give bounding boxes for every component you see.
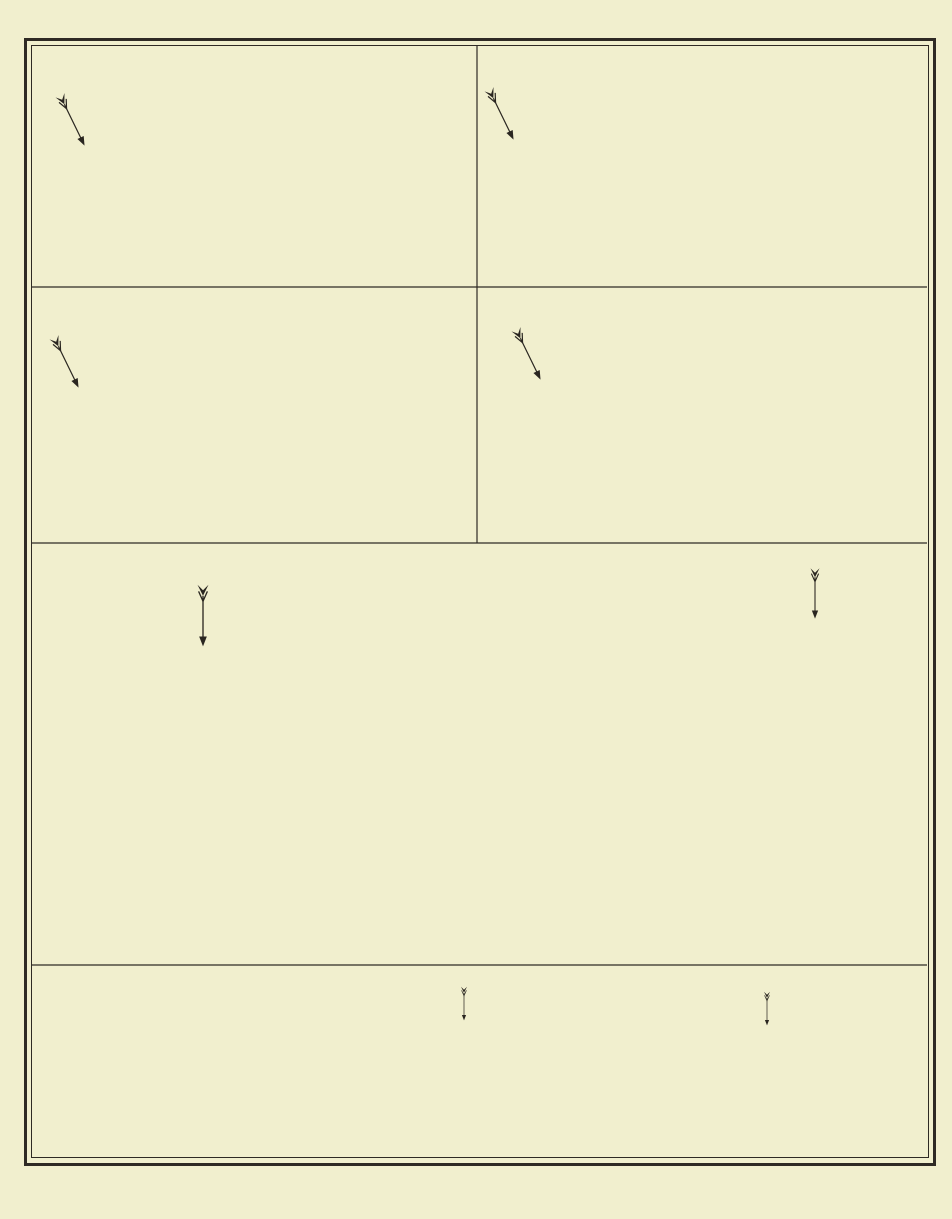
wind-arrow-fig68-icon	[511, 327, 545, 382]
panel-dividers	[31, 45, 927, 965]
wind-arrow-fig65-icon	[55, 93, 89, 148]
wind-arrow-fig66-icon	[484, 87, 518, 142]
wind-arrow-fig69-right-icon	[811, 568, 820, 618]
wind-arrow-fig67-icon	[49, 335, 83, 390]
wind-arrow-fig70-right-icon	[764, 992, 770, 1026]
wind-arrow-fig70-left-icon	[461, 987, 467, 1021]
wind-arrow-fig69-left-icon	[198, 585, 209, 647]
